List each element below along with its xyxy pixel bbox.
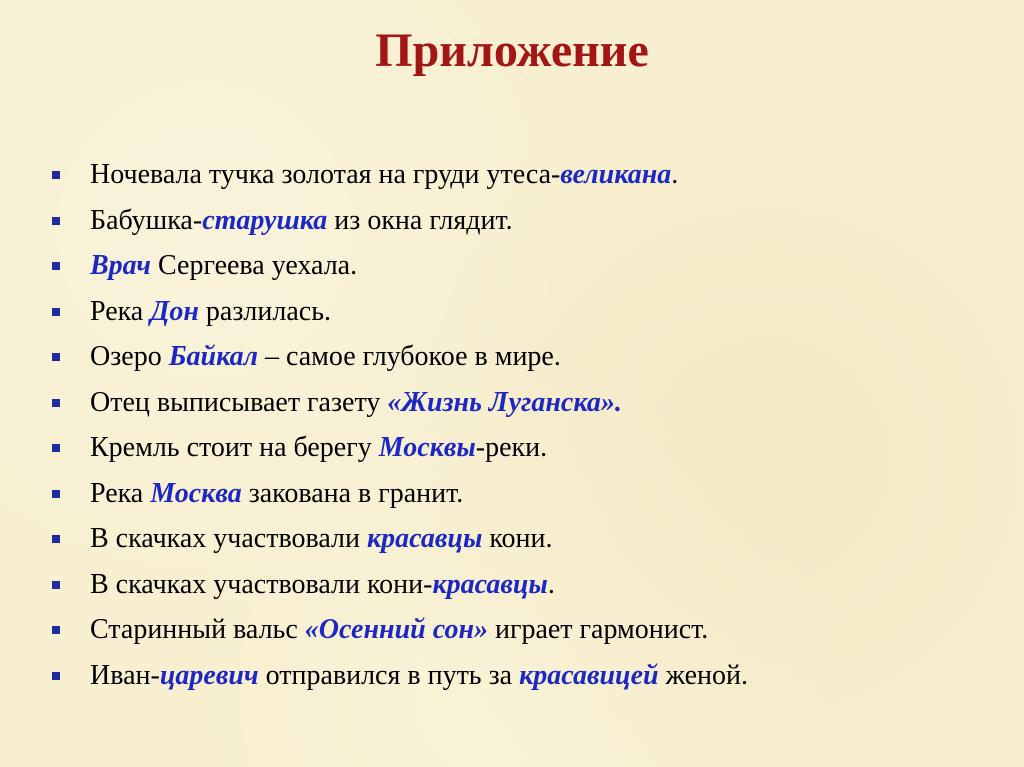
plain-text: . [547,568,555,600]
highlighted-word: красавцы [366,523,483,554]
plain-text: разлилась. [198,295,331,327]
highlighted-word: красавцы [432,568,548,600]
plain-text: играет гармонист. [487,614,709,645]
list-item [52,334,1012,380]
plain-text: женой. [658,659,748,691]
list-item [52,198,1012,244]
plain-text: Ночевала тучка золотая на груди утеса- [90,159,561,190]
plain-text: Бабушка- [90,204,203,236]
square-bullet-icon [52,353,60,361]
plain-text: В скачках участвовали [90,523,367,554]
plain-text: Старинный вальс [90,614,305,645]
plain-text: из окна глядит. [327,204,513,236]
square-bullet-icon [52,672,60,680]
sentence-text [90,607,708,653]
square-bullet-icon [52,535,60,543]
plain-text: отправился в путь за [258,659,520,691]
sentence-text [90,334,561,380]
highlighted-word: красавицей [519,659,659,691]
plain-text: В скачках участвовали кони- [90,568,433,600]
plain-text: -реки. [475,432,548,463]
highlighted-word: великана [560,159,672,190]
square-bullet-icon [52,171,60,179]
plain-text: Река [90,295,151,327]
sentence-text [90,380,622,426]
sentence-text [90,425,547,471]
list-item [52,653,1012,699]
highlighted-word: Врач [90,250,152,281]
list-item [52,471,1012,517]
plain-text: Иван- [90,659,160,691]
square-bullet-icon [52,490,60,498]
highlighted-word: старушка [202,204,328,236]
highlighted-word: «Осенний сон» [304,614,488,645]
square-bullet-icon [52,626,60,634]
square-bullet-icon [52,581,60,589]
highlighted-word: «Жизнь Луганска». [387,386,622,418]
plain-text: . [671,159,679,190]
square-bullet-icon [52,399,60,407]
sentence-text [90,243,357,289]
sentence-text [90,152,678,198]
square-bullet-icon [52,444,60,452]
list-item [52,289,1012,335]
sentence-list [52,152,1012,698]
plain-text: – самое глубокое в мире. [257,341,561,372]
plain-text: закована в гранит. [241,477,464,509]
sentence-text [90,198,513,244]
plain-text: Озеро [90,341,169,372]
sentence-text [90,516,553,562]
highlighted-word: царевич [159,659,259,691]
square-bullet-icon [52,217,60,225]
square-bullet-icon [52,262,60,270]
sentence-text [90,471,463,517]
plain-text: кони. [482,523,553,554]
list-item [52,562,1012,608]
highlighted-word: Москвы [378,432,476,463]
plain-text: Река [90,477,151,509]
list-item [52,425,1012,471]
sentence-text [90,653,748,699]
plain-text: Сергеева уехала. [151,250,358,281]
sentence-text [90,289,331,335]
plain-text: Отец выписывает газету [90,386,388,418]
highlighted-word: Дон [150,295,199,327]
highlighted-word: Байкал [168,341,258,372]
highlighted-word: Москва [150,477,242,509]
list-item [52,152,1012,198]
square-bullet-icon [52,308,60,316]
slide-title: Приложение [375,24,649,77]
sentence-text [90,562,555,608]
plain-text: Кремль стоит на берегу [90,432,379,463]
list-item [52,516,1012,562]
list-item [52,243,1012,289]
list-item [52,380,1012,426]
list-item [52,607,1012,653]
